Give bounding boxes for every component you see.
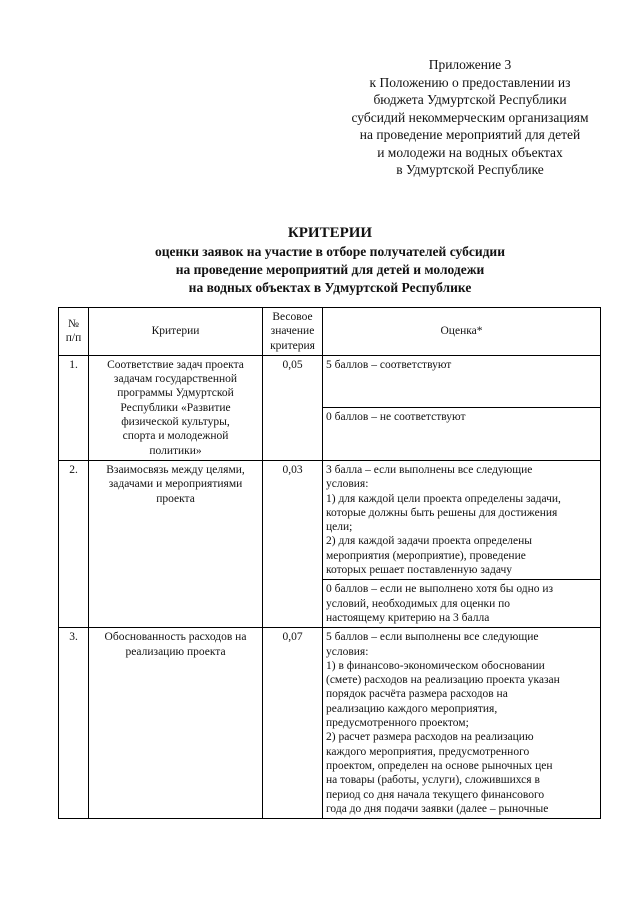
header-weight	[263, 308, 323, 356]
criterion-line: политики»	[149, 444, 202, 457]
evaluation-cell	[323, 408, 601, 461]
weight-cell: 0,03	[263, 460, 323, 627]
appendix-line: Приложение 3	[428, 57, 512, 72]
table-body	[59, 355, 601, 818]
subtitle-line: на проведение мероприятий для детей и молодежи	[175, 262, 485, 277]
header-num	[59, 308, 89, 356]
document-heading	[60, 223, 600, 297]
criterion-line: физической культуры,	[121, 416, 230, 429]
header-num-line: п/п	[65, 332, 82, 345]
evaluation-line: условия:	[326, 645, 369, 658]
table-row	[59, 628, 601, 819]
header-evaluation: Оценка*	[323, 308, 601, 356]
evaluation-line: 1) для каждой цели проекта определены задачи,	[326, 492, 561, 505]
evaluation-line: реализацию каждого мероприятия,	[326, 702, 498, 715]
criterion-line: проекта	[156, 492, 195, 505]
header-weight-line: критерия	[270, 339, 315, 352]
criterion-cell	[89, 355, 263, 460]
table-header-row	[59, 308, 601, 356]
criterion-line: Взаимосвязь между целями,	[106, 463, 245, 476]
criterion-line: спорта и молодежной	[122, 430, 229, 443]
evaluation-line: условий, необходимых для оценки по	[326, 597, 511, 610]
row-number: 2.	[59, 460, 89, 627]
evaluation-cell	[323, 580, 601, 628]
evaluation-line: 1) в финансово-экономическом обосновании	[326, 659, 545, 672]
row-number: 1.	[59, 355, 89, 460]
evaluation-line: 0 баллов – если не выполнено хотя бы одно из	[326, 583, 554, 596]
evaluation-line: 2) для каждой задачи проекта определены	[326, 535, 533, 548]
evaluation-line: на товары (работы, услуги), сложившихся в	[326, 774, 540, 787]
criterion-line: реализацию проекта	[125, 645, 226, 658]
criterion-line: задачами и мероприятиями	[108, 478, 243, 491]
appendix-line: бюджета Удмуртской Республики	[373, 92, 567, 107]
document-subtitle	[60, 243, 600, 297]
subtitle-line: оценки заявок на участие в отборе получателей субсидии	[155, 244, 505, 259]
evaluation-line: 3 балла – если выполнены все следующие	[326, 463, 533, 476]
evaluation-line: предусмотренного проектом;	[326, 717, 469, 730]
appendix-line: на проведение мероприятий для детей	[359, 127, 581, 142]
evaluation-line: (смете) расходов на реализацию проекта указан	[326, 674, 560, 687]
appendix-line: к Положению о предоставлении из	[369, 74, 571, 90]
evaluation-line: 5 баллов – соответствуют	[326, 358, 452, 371]
criterion-cell	[89, 628, 263, 819]
header-weight-line: Весовое	[272, 311, 313, 323]
evaluation-line: каждого мероприятия, предусмотренного	[326, 745, 530, 758]
criterion-line: Соответствие задач проекта	[107, 358, 244, 371]
evaluation-line: период со дня начала текущего финансового	[326, 788, 545, 801]
criterion-line: задачам государственной	[113, 373, 238, 386]
evaluation-line: 2) расчет размера расходов на реализацию	[326, 731, 534, 744]
evaluation-line: года до дня подачи заявки (далее – рыночные	[326, 802, 549, 815]
appendix-header	[320, 56, 620, 179]
weight-cell: 0,07	[263, 628, 323, 819]
appendix-line: субсидий некоммерческим организациям	[351, 109, 589, 125]
evaluation-line: проектом, определен на основе рыночных цен	[326, 759, 553, 772]
evaluation-cell	[323, 460, 601, 579]
appendix-line: в Удмуртской Республике	[396, 162, 544, 177]
header-weight-line: значение	[270, 325, 315, 338]
weight-cell: 0,05	[263, 355, 323, 460]
evaluation-line: цели;	[326, 521, 353, 534]
table-row	[59, 460, 601, 579]
evaluation-cell	[323, 355, 601, 408]
header-num-line: №	[68, 318, 79, 331]
row-number: 3.	[59, 628, 89, 819]
evaluation-line: которые должны быть решены для достижения	[326, 506, 558, 519]
evaluation-line: которых решает поставленную задачу	[326, 564, 513, 577]
criterion-cell	[89, 460, 263, 627]
criterion-line: программы Удмуртской	[117, 387, 234, 400]
evaluation-line: условия:	[326, 478, 369, 491]
header-criteria: Критерии	[89, 308, 263, 356]
evaluation-line: настоящему критерию на 3 балла	[326, 611, 490, 624]
criterion-line: Обоснованность расходов на	[104, 631, 247, 644]
evaluation-line: мероприятия (мероприятие), проведение	[326, 549, 526, 562]
criterion-line: Республики «Развитие	[120, 401, 231, 414]
table-row	[59, 355, 601, 408]
appendix-line: и молодежи на водных объектах	[377, 144, 563, 160]
evaluation-line: 5 баллов – если выполнены все следующие	[326, 631, 539, 644]
document-title: КРИТЕРИИ	[287, 225, 373, 241]
evaluation-line: 0 баллов – не соответствуют	[326, 411, 466, 424]
subtitle-line: на водных объектах в Удмуртской Республике	[188, 280, 472, 295]
criteria-table	[58, 307, 601, 819]
evaluation-cell	[323, 628, 601, 819]
evaluation-line: порядок расчёта размера расходов на	[326, 688, 508, 701]
